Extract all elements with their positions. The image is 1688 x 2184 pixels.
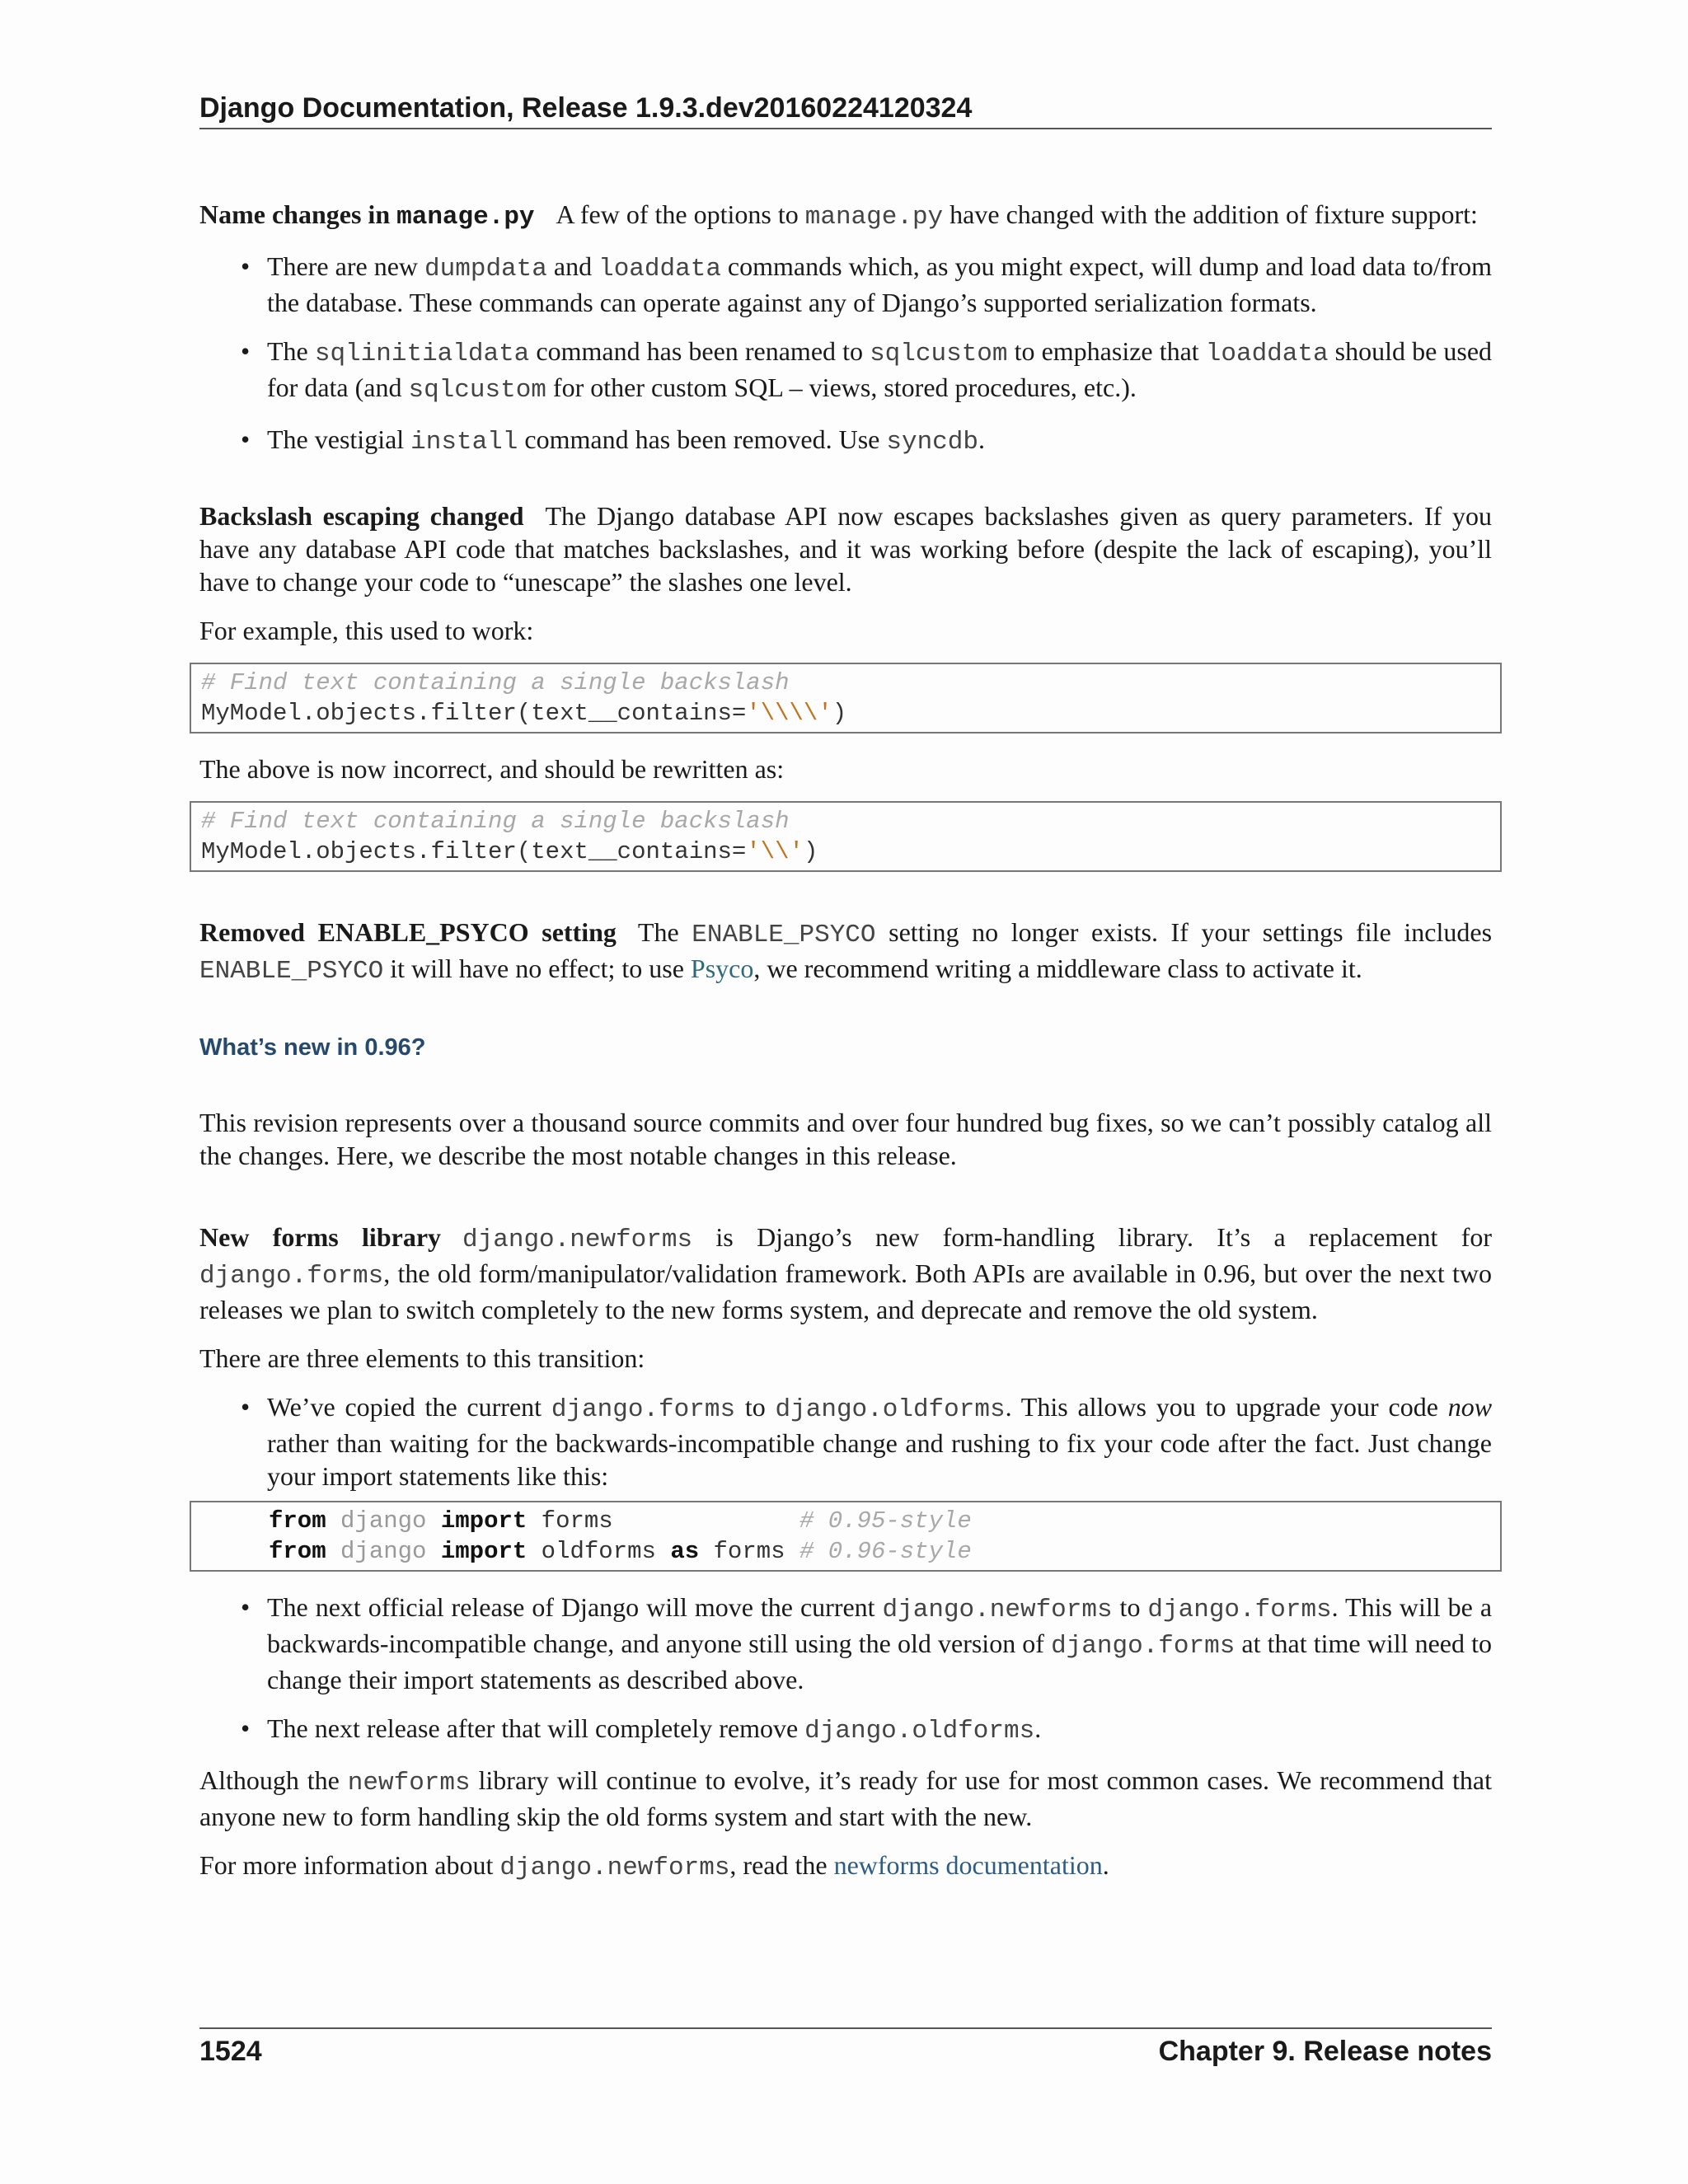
list-item: • The next release after that will completely remove django.oldforms.: [267, 1712, 1492, 1748]
code-block-old: # Find text containing a single backslash MyModel.objects.filter(text__contains='\\\\'): [190, 663, 1502, 733]
code-block-imports: from django import forms # 0.95-style from django import oldforms as forms # 0.96-style: [190, 1501, 1502, 1572]
list-item: • We’ve copied the current django.forms to django.oldforms. This allows you to upgrade your code now rather than waiting for the backwards-incompatible change and rushing to fix your code after the fact. Just change your import statements like this:: [267, 1390, 1492, 1493]
section-title-whats-new: What’s new in 0.96?: [199, 1034, 426, 1061]
code-block-new: # Find text containing a single backslash MyModel.objects.filter(text__contains='\\'): [190, 801, 1502, 872]
psyco-heading: Removed ENABLE_PSYCO setting: [199, 917, 617, 947]
list-item: • The next official release of Django will move the current django.newforms to django.forms. This will be a backwards-incompatible change, and anyone still using the old version of django.forms at that time will need to change their import statements as described above.: [267, 1591, 1492, 1696]
document-page: [199, 0, 1492, 2184]
example-intro: For example, this used to work:: [199, 616, 534, 645]
psyco-link[interactable]: Psyco: [690, 954, 754, 983]
rewrite-intro: The above is now incorrect, and should be rewritten as:: [199, 754, 785, 784]
newforms-paragraph: New forms library django.newforms is Django’s new form-handling library. It’s a replacement for django.forms, the old form/manipulator/validation framework. Both APIs are available in 0.96, but over the next two releases we plan to switch completely to the new forms system, and deprecate and remove the old system.: [199, 1222, 1493, 1324]
list-item: • There are new dumpdata and loaddata commands which, as you might expect, will dump and load data to/from the database. These commands can operate against any of Django’s supported serialization formats.: [267, 250, 1492, 319]
newforms-heading: New forms library: [199, 1222, 442, 1252]
list-item: • The sqlinitialdata command has been renamed to sqlcustom to emphasize that loaddata should be used for data (and sqlcustom for other custom SQL – views, stored procedures, etc.).: [267, 335, 1492, 407]
page-footer: [199, 2027, 1492, 2068]
whats-new-intro: This revision represents over a thousand source commits and over four hundred bug fixes, so we can’t possibly catalog all the changes. Here, we describe the most notable changes in this release.: [199, 1108, 1492, 1170]
backslash-heading: Backslash escaping changed: [199, 501, 524, 531]
list-item: • The vestigial install command has been removed. Use syncdb.: [267, 423, 1492, 459]
page-number: 1524: [199, 2036, 262, 2067]
name-changes-paragraph: Name changes in manage.py A few of the options to manage.py have changed with the addition of fixture support:: [199, 199, 1478, 232]
name-changes-heading: Name changes in manage.py: [199, 199, 535, 232]
backslash-paragraph: Backslash escaping changed The Django database API now escapes backslashes given as query parameters. If you have any database API code that matches backslashes, and it was working before (despite the lack of escaping), you’ll have to change your code to “unescape” the slashes one level.: [199, 501, 1492, 597]
running-header: Django Documentation, Release 1.9.3.dev20160224120324: [199, 92, 1492, 129]
chapter-label: Chapter 9. Release notes: [1158, 2036, 1492, 2067]
transition-list: [199, 1390, 1492, 1493]
transition-list-continued: [199, 1591, 1492, 1748]
psyco-paragraph: Removed ENABLE_PSYCO setting The ENABLE_PSYCO setting no longer exists. If your settings file includes ENABLE_PSYCO it will have no effect; to use Psyco, we recommend writing a middleware class to activate it.: [199, 917, 1493, 986]
name-changes-list: [199, 250, 1492, 459]
newforms-docs-link[interactable]: newforms documentation: [833, 1850, 1103, 1880]
although-paragraph: Although the newforms library will continue to evolve, it’s ready for use for most common cases. We recommend that anyone new to form handling skip the old forms system and start with the new.: [199, 1765, 1493, 1831]
elements-intro: There are three elements to this transition:: [199, 1343, 645, 1373]
page-content: [199, 198, 1492, 1900]
more-info-paragraph: For more information about django.newforms, read the newforms documentation.: [199, 1850, 1109, 1882]
